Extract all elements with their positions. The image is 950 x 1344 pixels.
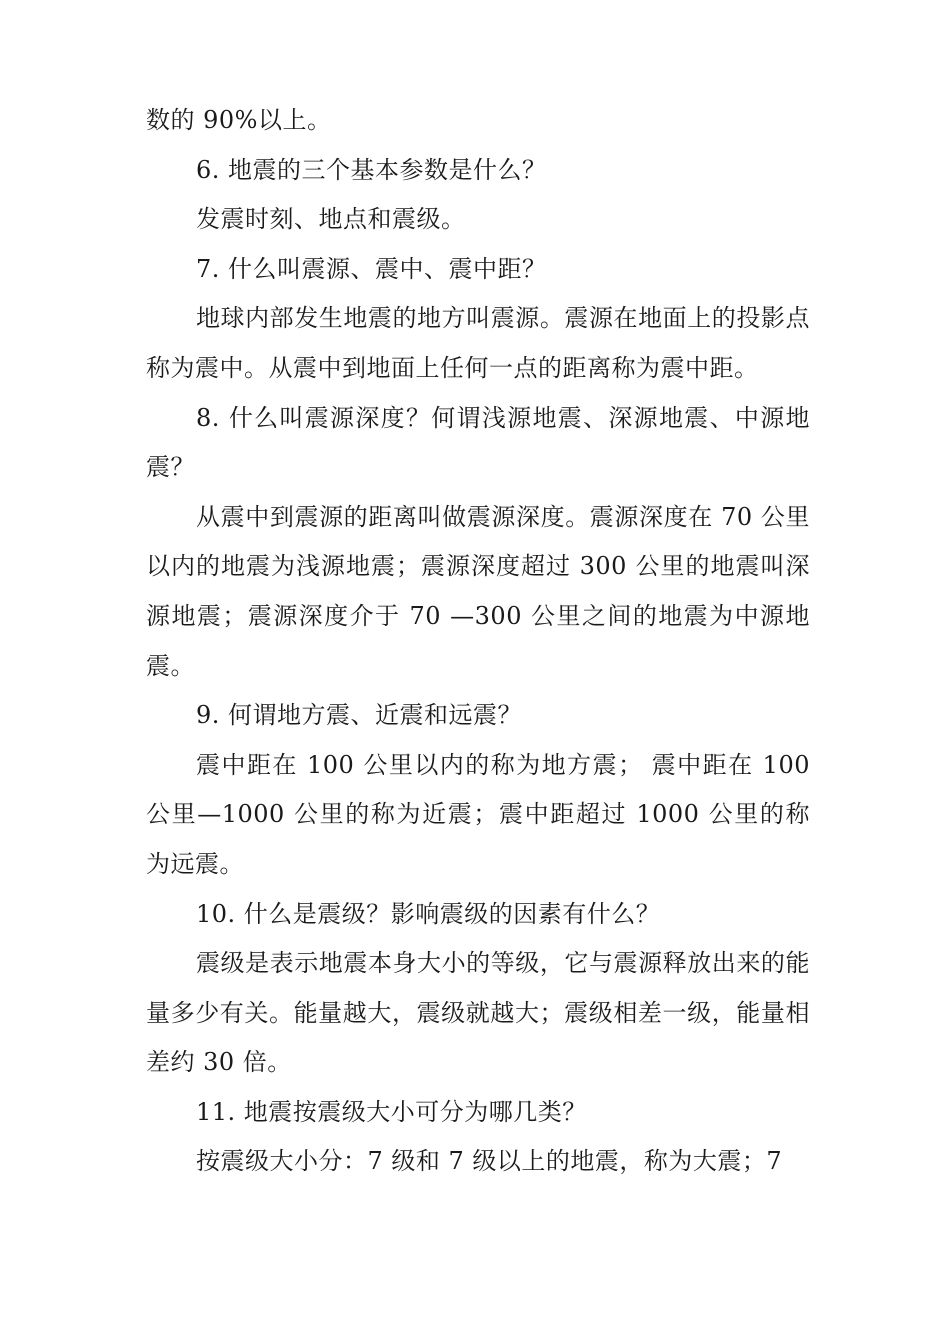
answer-7: 地球内部发生地震的地方叫震源。震源在地面上的投影点称为震中。从震中到地面上任何一点的距离称为震中距。 xyxy=(146,304,810,382)
question-10: 10. 什么是震级？影响震级的因素有什么？ xyxy=(196,899,661,928)
question-7: 7. 什么叫震源、震中、震中距？ xyxy=(196,254,547,283)
paragraph-continuation: 数的 90%以上。 xyxy=(146,106,332,134)
answer-10: 震级是表示地震本身大小的等级，它与震源释放出来的能量多少有关。能量越大，震级就越大；震级相差一级，能量相差约 30 倍。 xyxy=(146,949,810,1077)
document-body xyxy=(146,96,810,1187)
question-11: 11. 地震按震级大小可分为哪几类？ xyxy=(196,1097,587,1126)
answer-9: 震中距在 100 公里以内的称为地方震； 震中距在 100 公里—1000 公里的称为近震；震中距超过 1000 公里的称为远震。 xyxy=(146,750,810,878)
question-8: 8. 什么叫震源深度？何谓浅源地震、深源地震、中源地震？ xyxy=(146,403,810,482)
answer-11: 按震级大小分：7 级和 7 级以上的地震，称为大震；7 xyxy=(196,1147,783,1176)
question-6: 6. 地震的三个基本参数是什么？ xyxy=(196,155,547,184)
answer-6: 发震时刻、地点和震级。 xyxy=(196,205,466,234)
question-9: 9. 何谓地方震、近震和远震？ xyxy=(196,701,523,730)
answer-8: 从震中到震源的距离叫做震源深度。震源深度在 70 公里以内的地震为浅源地震；震源深度超过 300 公里的地震叫深源地震；震源深度介于 70 —300 公里之间的地震为中源地震。 xyxy=(146,502,810,680)
